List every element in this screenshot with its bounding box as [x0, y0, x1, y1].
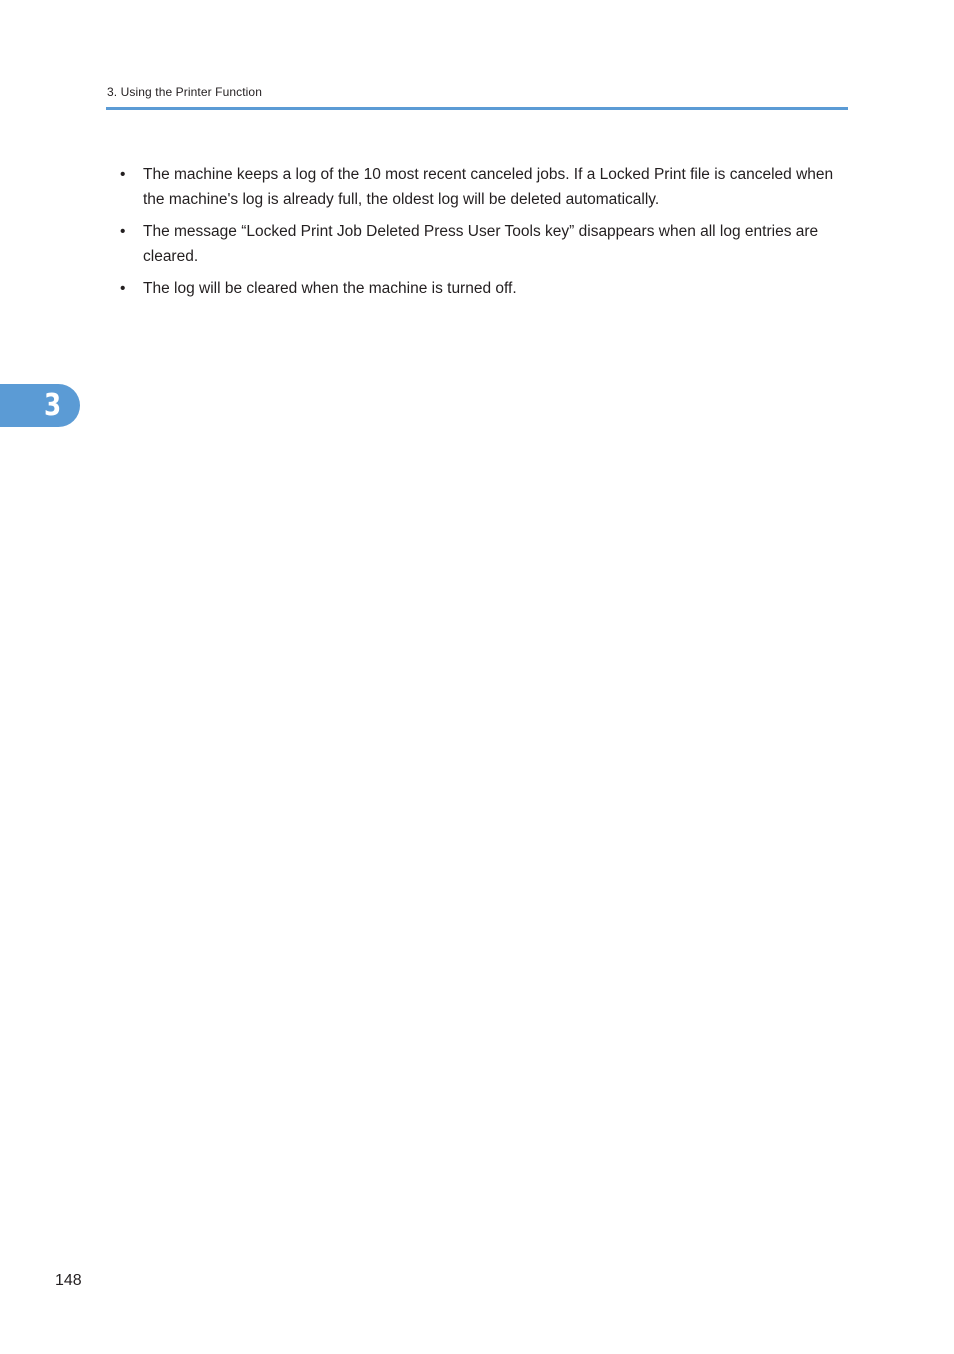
bullet-icon: • [120, 223, 126, 240]
bullet-text: The machine keeps a log of the 10 most recent canceled jobs. If a Locked Print file is canceled when the machine's log is already full, the oldest log will be deleted automatically. [143, 166, 834, 208]
bullet-icon: • [120, 280, 126, 297]
chapter-tab [0, 384, 80, 427]
page-number: 148 [55, 1272, 82, 1289]
bullet-text: The log will be cleared when the machine is turned off. [143, 280, 517, 297]
list-item [120, 220, 840, 269]
chapter-number: 3 [44, 388, 62, 423]
header-rule [106, 107, 848, 110]
bullet-text: The message “Locked Print Job Deleted Press User Tools key” disappears when all log entries are cleared. [143, 223, 819, 265]
list-item [120, 163, 840, 212]
bullet-list [120, 163, 840, 310]
list-item [120, 277, 840, 302]
bullet-icon: • [120, 166, 126, 183]
running-header: 3. Using the Printer Function [107, 85, 262, 99]
